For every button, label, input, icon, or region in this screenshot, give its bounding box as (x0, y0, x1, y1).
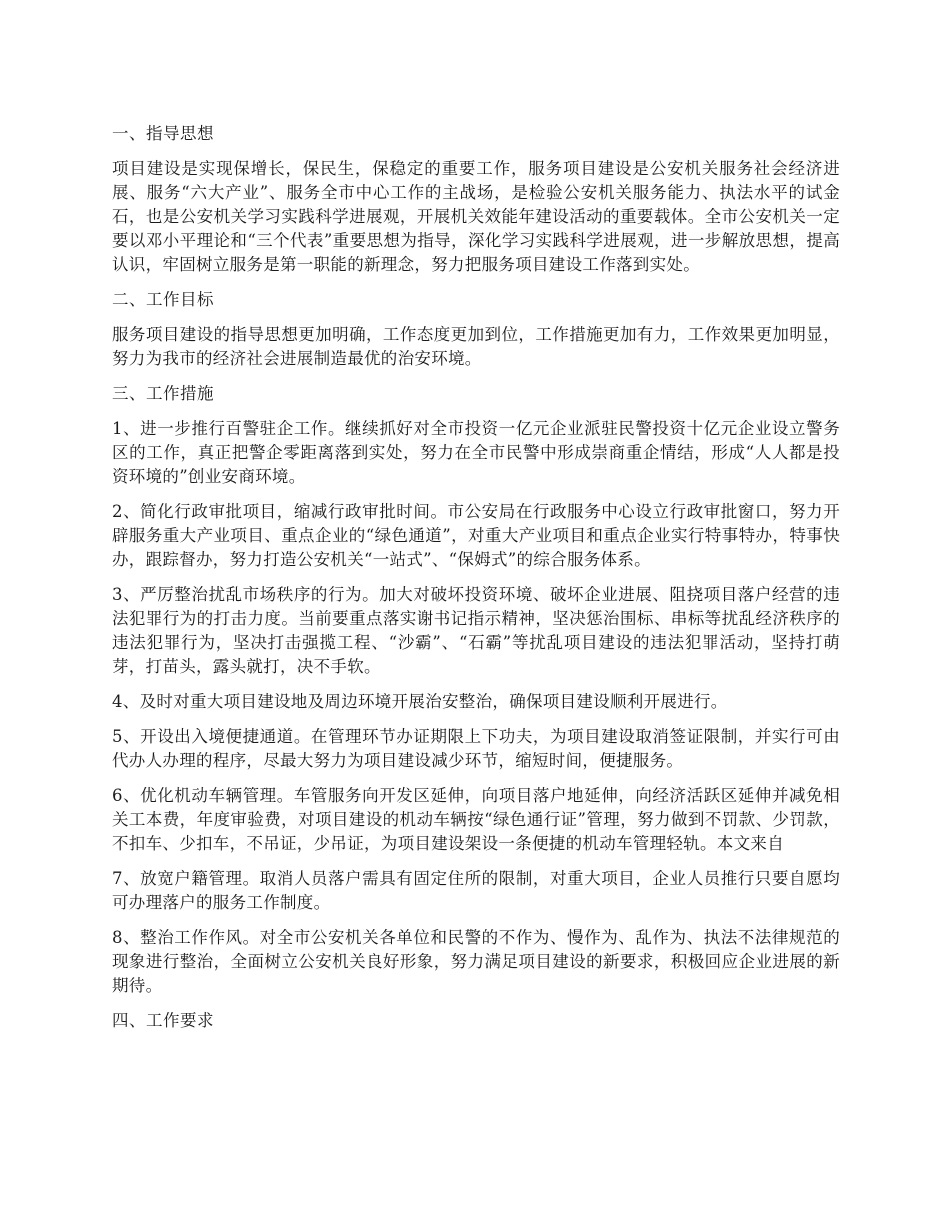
section-heading-work-goals: 二、工作目标 (112, 290, 214, 309)
section-heading-guiding-ideology: 一、指导思想 (112, 124, 214, 143)
measure-item-8: 8、整治工作作风。对全市公安机关各单位和民警的不作为、慢作为、乱作为、执法不法律规范的现象进行整治，全面树立公安机关良好形象，努力满足项目建设的新要求，积极回应企业进展的新期待。 (112, 928, 840, 995)
section-heading-work-requirements: 四、工作要求 (112, 1011, 214, 1030)
measure-item-2: 2、简化行政审批项目，缩减行政审批时间。市公安局在行政服务中心设立行政审批窗口，努力开辟服务重大产业项目、重点企业的“绿色通道”，对重大产业项目和重点企业实行特事特办，特事快办，跟踪督办，努力打造公安机关“一站式”、“保姆式”的综合服务体系。 (112, 502, 840, 569)
measure-item-5: 5、开设出入境便捷通道。在管理环节办证期限上下功夫，为项目建设取消签证限制，并实行可由代办人办理的程序，尽最大努力为项目建设减少环节，缩短时间，便捷服务。 (112, 727, 840, 770)
measure-item-6: 6、优化机动车辆管理。车管服务向开发区延伸，向项目落户地延伸，向经济活跃区延伸并减免相关工本费，年度审验费，对项目建设的机动车辆按“绿色通行证”管理，努力做到不罚款、少罚款，不扣车、少扣车，不吊证，少吊证，为项目建设架设一条便捷的机动车管理轻轨。本文来自 (112, 786, 840, 853)
document-page (112, 122, 840, 1044)
measure-item-1: 1、进一步推行百警驻企工作。继续抓好对全市投资一亿元企业派驻民警投资十亿元企业设立警务区的工作，真正把警企零距离落到实处，努力在全市民警中形成崇商重企情结，形成“人人都是投资环境的”创业安商环境。 (112, 419, 840, 486)
measure-item-7: 7、放宽户籍管理。取消人员落户需具有固定住所的限制，对重大项目，企业人员推行只要自愿均可办理落户的服务工作制度。 (112, 869, 840, 912)
paragraph-work-goals: 服务项目建设的指导思想更加明确，工作态度更加到位，工作措施更加有力，工作效果更加明显，努力为我市的经济社会进展制造最优的治安环境。 (112, 325, 840, 368)
paragraph-guiding-ideology: 项目建设是实现保增长，保民生，保稳定的重要工作，服务项目建设是公安机关服务社会经济进展、服务“六大产业”、服务全市中心工作的主战场，是检验公安机关服务能力、执法水平的试金石，也是公安机关学习实践科学进展观，开展机关效能年建设活动的重要载体。全市公安机关一定要以邓小平理论和“三个代表”重要思想为指导，深化学习实践科学进展观，进一步解放思想，提高认识，牢固树立服务是第一职能的新理念，努力把服务项目建设工作落到实处。 (112, 159, 840, 274)
section-heading-work-measures: 三、工作措施 (112, 384, 214, 403)
measure-item-3: 3、严厉整治扰乱市场秩序的行为。加大对破坏投资环境、破坏企业进展、阻挠项目落户经营的违法犯罪行为的打击力度。当前要重点落实谢书记指示精神，坚决惩治围标、串标等扰乱经济秩序的违法犯罪行为，坚决打击强揽工程、“沙霸”、“石霸”等扰乱项目建设的违法犯罪活动，坚持打萌芽，打苗头，露头就打，决不手软。 (112, 585, 840, 676)
measure-item-4: 4、及时对重大项目建设地及周边环境开展治安整治，确保项目建设顺利开展进行。 (112, 692, 728, 711)
